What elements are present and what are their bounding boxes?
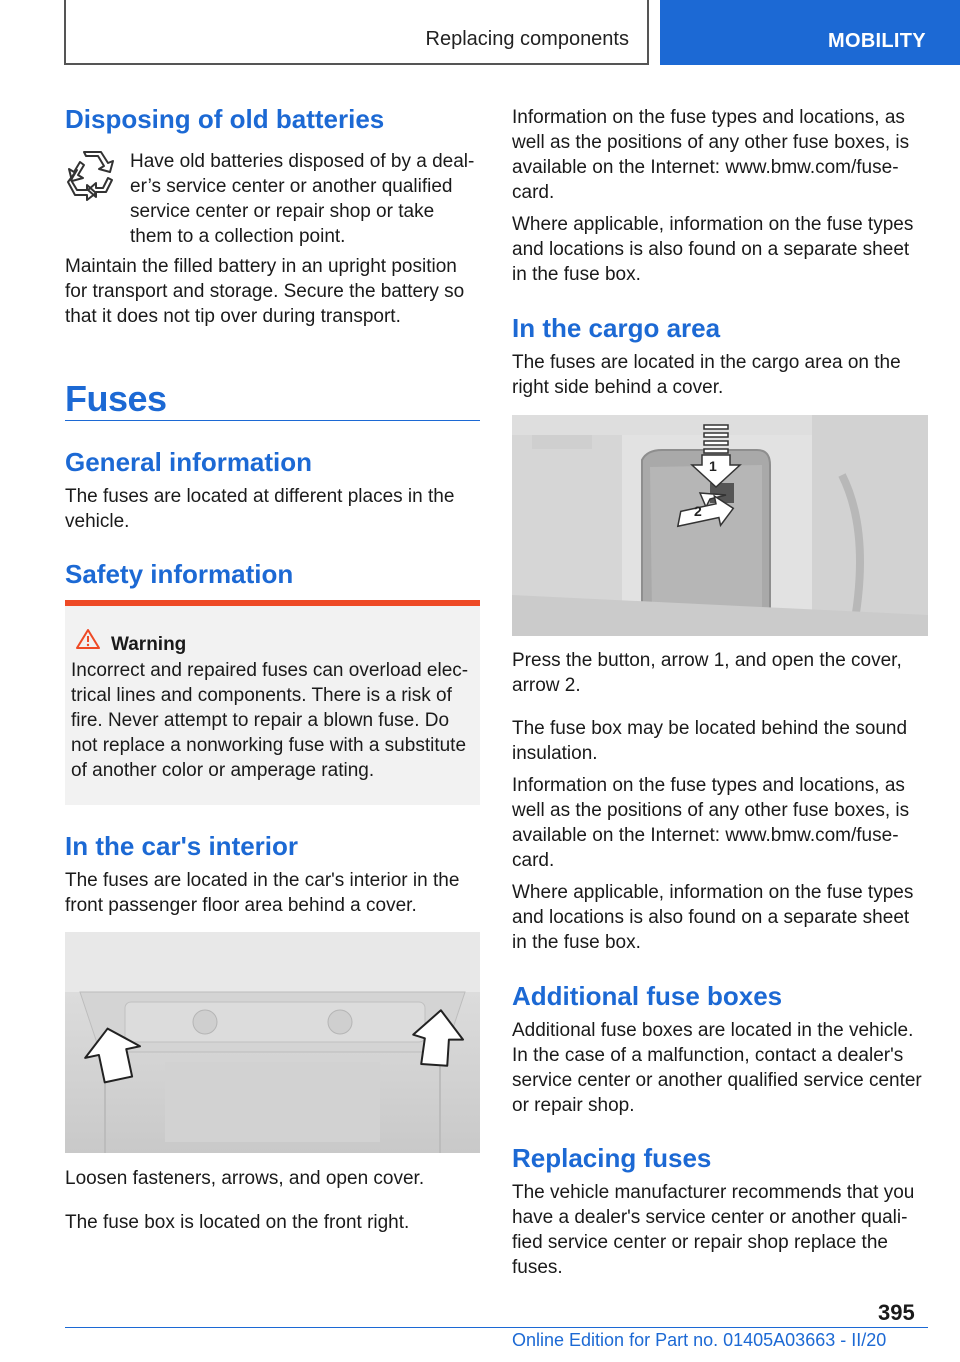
sound-text: The fuse box may be located behind the sound insulation. xyxy=(512,718,908,764)
recycle-icon xyxy=(66,150,118,207)
general-heading: General information xyxy=(65,447,313,477)
disposing-heading: Disposing of old batteries xyxy=(65,104,385,134)
interior-heading: In the car's interior xyxy=(65,831,299,861)
interior-caption-2: The fuse box is located on the front right. xyxy=(65,1212,410,1233)
fuses-divider xyxy=(65,420,480,421)
interior-caption-1: Loosen fasteners, arrows, and open cover. xyxy=(65,1168,425,1189)
footer-divider xyxy=(65,1327,928,1328)
disposing-text-1: Have old batteries disposed of by a deal-er’s service center or another qualified service center or repair shop or take them to a collection point. xyxy=(130,151,475,247)
interior-photo xyxy=(65,932,480,1153)
warning-triangle-icon xyxy=(75,628,101,655)
disposing-text-indent xyxy=(130,149,480,249)
fuses-heading: Fuses xyxy=(65,378,167,419)
general-text: The fuses are located at different places in the vehicle. xyxy=(65,486,455,532)
header-section-title: Replacing components xyxy=(425,28,629,50)
additional-text: Additional fuse boxes are located in the vehicle. In the case of a malfunction, contact a dealer's service center or another qualified service center or repair shop. xyxy=(512,1020,922,1116)
safety-heading: Safety information xyxy=(65,559,294,589)
page-number: 395 xyxy=(878,1300,915,1325)
replacing-text: The vehicle manufacturer recommends that you have a dealer's service center or another quali-fied service center or repair shop replace the fuses. xyxy=(512,1182,915,1278)
cargo-arrow-2-label: 2 xyxy=(694,503,702,519)
cargo-arrow-1-label: 1 xyxy=(709,458,717,474)
cargo-photo xyxy=(512,415,928,636)
info-text-4: Where applicable, information on the fuse types and locations is also found on a separate sheet in the fuse box. xyxy=(512,882,914,953)
replacing-heading: Replacing fuses xyxy=(512,1143,712,1173)
cargo-text: The fuses are located in the cargo area on the right side behind a cover. xyxy=(512,352,901,398)
cargo-heading: In the cargo area xyxy=(512,313,721,343)
info-text-1: Information on the fuse types and locations, as well as the positions of any other fuse boxes, is available on the Internet: www.bmw.com/fuse-card. xyxy=(512,107,910,203)
interior-text: The fuses are located in the car's interior in the front passenger floor area behind a cover. xyxy=(65,870,460,916)
footer-edition: Online Edition for Part no. 01405A03663 - II/20 xyxy=(512,1330,887,1350)
cargo-caption: Press the button, arrow 1, and open the cover, arrow 2. xyxy=(512,650,902,696)
info-text-3: Information on the fuse types and locations, as well as the positions of any other fuse boxes, is available on the Internet: www.bmw.com/fuse-card. xyxy=(512,775,910,871)
info-text-2: Where applicable, information on the fuse types and locations is also found on a separate sheet in the fuse box. xyxy=(512,214,914,285)
header-chapter-label: MOBILITY xyxy=(828,30,926,52)
warning-text: Incorrect and repaired fuses can overload elec-trical lines and components. There is a risk of fire. Never attempt to repair a blown fuse. Do not replace a nonworking fuse with a substitute of another color or amperage rating. xyxy=(71,660,469,781)
disposing-text-2: Maintain the filled battery in an upright position for transport and storage. Secure the battery so that it does not tip over during transport. xyxy=(65,256,465,327)
warning-title: Warning xyxy=(111,634,187,655)
header-chapter-tab[interactable] xyxy=(660,0,960,65)
warning-box xyxy=(65,600,480,805)
header-section-box xyxy=(64,0,649,65)
additional-heading: Additional fuse boxes xyxy=(512,981,783,1011)
